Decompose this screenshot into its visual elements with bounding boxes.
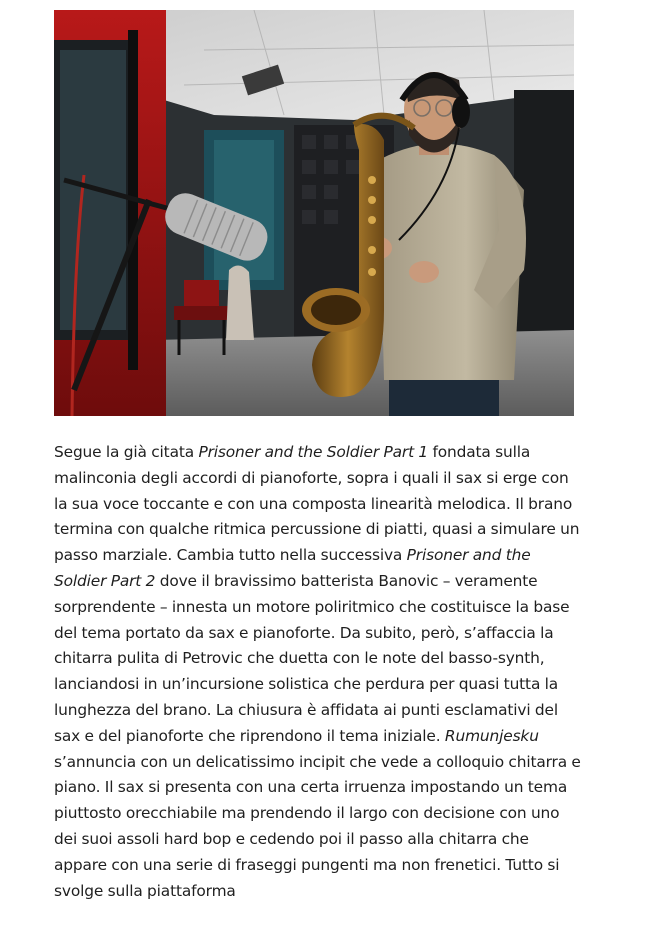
paragraph-text: Segue la già citata [54,443,199,461]
paragraph-text: s’annuncia con un delicatissimo incipit che vede a colloquio chitarra e piano. Il sax si presenta con una certa irruenza impostando un tema piuttosto orecchiabile ma prendendo il largo con decisione con uno dei suoi assoli hard bop e cedendo poi il passo alla chitarra che appare con una serie di fraseggi pungenti ma non frenetici. Tutto si svolge sulla piattaforma [54,752,581,900]
album-track-title: Prisoner and the Soldier Part 2 [54,546,531,590]
paragraph-text: dove il bravissimo batterista Banovic – veramente sorprendente – innesta un motore poliritmico che costituisce la base del tema portato da sax e pianoforte. Da subito, però, s’affaccia la chitarra pulita di Petrovic che duetta con le note del basso-synth, lanciandosi in un’incursione solistica che perdura per quasi tutta la lunghezza del brano. La chiusura è affidata ai punti esclamativi del sax e del pianoforte che riprendono il tema iniziale. [54,571,570,745]
album-track-title: Rumunjesku [444,726,539,745]
saxophonist-photo [54,10,574,416]
article-paragraph [54,440,582,904]
paragraph-text: fondata sulla malinconia degli accordi di pianoforte, sopra i quali il sax si erge con la sua voce toccante e con una composta linearità melodica. Il brano termina con qualche ritmica percussione di piatti, quasi a simulare un passo marziale. Cambia tutto nella successiva [54,443,580,565]
album-track-title: Prisoner and the Soldier Part 1 [198,443,429,461]
